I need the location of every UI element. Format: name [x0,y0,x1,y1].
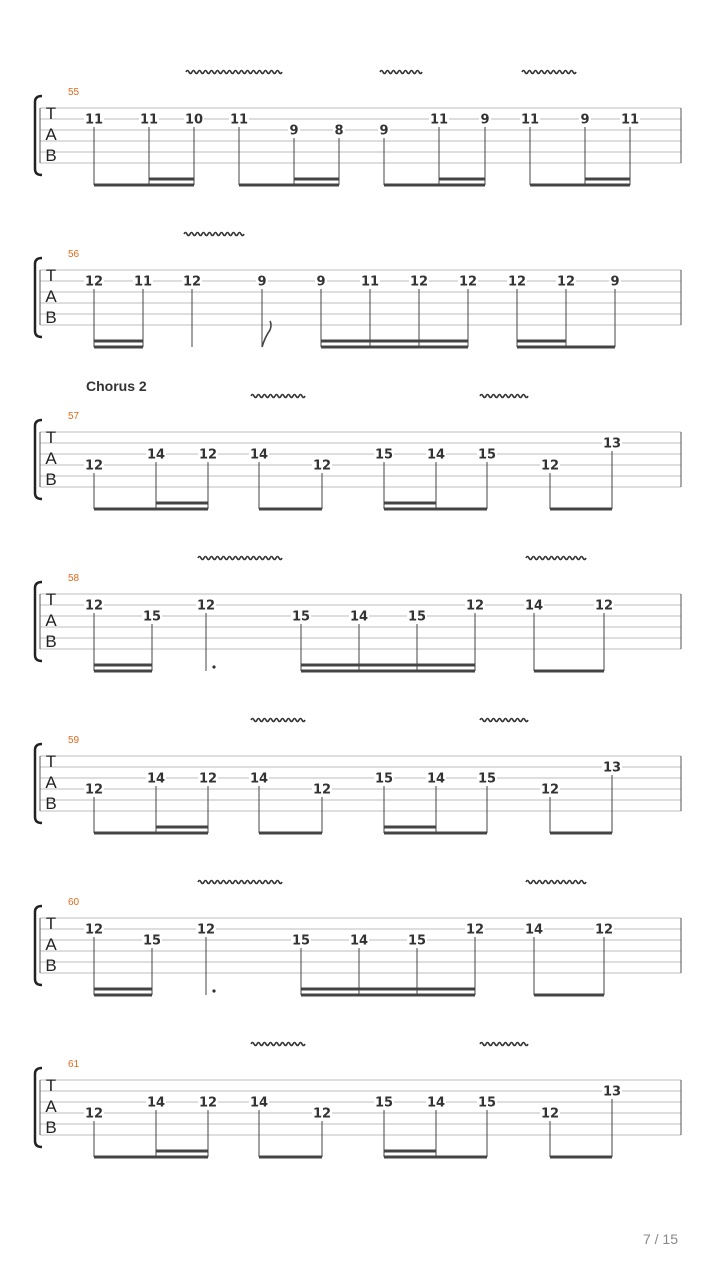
fret-number: 15 [374,447,394,463]
vibrato-mark [186,71,282,74]
tab-clef-letter-a: A [45,773,57,792]
measure-number: 57 [68,411,80,422]
tab-clef-letter-b: B [45,146,57,165]
fret-number: 9 [257,274,267,290]
fret-number: 9 [610,274,620,290]
fret-number: 12 [540,1106,560,1122]
fret-number: 12 [465,922,485,938]
fret-number: 8 [334,123,344,139]
vibrato-mark [380,71,422,74]
fret-number: 15 [142,609,162,625]
fret-number: 12 [409,274,429,290]
fret-number: 14 [249,1095,269,1111]
fret-number: 14 [426,1095,446,1111]
fret-number: 12 [182,274,202,290]
tab-clef-letter-a: A [45,1097,57,1116]
measure-number: 59 [68,735,80,746]
fret-number: 12 [540,782,560,798]
tab-clef-letter-t: T [45,428,57,447]
fret-number: 14 [349,609,369,625]
tab-clef-letter-a: A [45,611,57,630]
fret-number: 14 [249,771,269,787]
fret-number: 14 [146,771,166,787]
fret-number: 12 [540,458,560,474]
fret-number: 12 [198,447,218,463]
tab-clef-letter-b: B [45,308,57,327]
vibrato-mark [480,1043,528,1046]
fret-number: 14 [524,922,544,938]
fret-number: 12 [312,458,332,474]
fret-number: 12 [198,1095,218,1111]
tab-clef-letter-a: A [45,125,57,144]
tab-clef-letter-t: T [45,104,57,123]
fret-number: 9 [316,274,326,290]
fret-number: 15 [291,609,311,625]
vibrato-mark [526,557,586,560]
fret-number: 12 [84,782,104,798]
fret-number: 12 [84,922,104,938]
fret-number: 11 [229,112,249,128]
fret-number: 12 [594,922,614,938]
fret-number: 14 [349,933,369,949]
fret-number: 12 [84,458,104,474]
fret-number: 15 [477,1095,497,1111]
fret-number: 12 [196,922,216,938]
fret-number: 12 [312,782,332,798]
fret-number: 12 [594,598,614,614]
fret-number: 12 [198,771,218,787]
fret-number: 12 [84,1106,104,1122]
tab-clef-letter-t: T [45,1076,57,1095]
vibrato-mark [522,71,576,74]
tab-clef-letter-b: B [45,470,57,489]
vibrato-mark [480,395,528,398]
tab-system-55 [35,71,681,186]
fret-number: 11 [520,112,540,128]
fret-number: 12 [312,1106,332,1122]
fret-number: 15 [407,609,427,625]
fret-number: 12 [84,274,104,290]
tab-system-57 [35,378,681,509]
tab-clef-letter-a: A [45,287,57,306]
fret-number: 11 [133,274,153,290]
fret-number: 11 [139,112,159,128]
tab-system-56 [35,233,681,348]
fret-number: 11 [84,112,104,128]
fret-number: 11 [360,274,380,290]
fret-number: 12 [196,598,216,614]
tab-clef-letter-a: A [45,935,57,954]
fret-number: 13 [602,1084,622,1100]
tab-system-59 [35,719,681,834]
page-number: 7 / 15 [642,1231,678,1247]
measure-number: 58 [68,573,80,584]
tab-clef-letter-a: A [45,449,57,468]
fret-number: 13 [602,760,622,776]
measure-number: 60 [68,897,80,908]
fret-number: 12 [507,274,527,290]
fret-number: 11 [620,112,640,128]
measure-number: 61 [68,1059,80,1070]
tab-clef-letter-b: B [45,956,57,975]
vibrato-mark [198,881,282,884]
fret-number: 15 [142,933,162,949]
tab-clef-letter-b: B [45,794,57,813]
fret-number: 9 [480,112,490,128]
fret-number: 14 [146,1095,166,1111]
tab-system-58 [35,557,681,672]
fret-number: 13 [602,436,622,452]
fret-number: 9 [289,123,299,139]
rhythm-dot [212,665,215,668]
vibrato-mark [480,719,528,722]
fret-number: 14 [146,447,166,463]
tab-clef-letter-t: T [45,914,57,933]
tab-system-60 [35,881,681,996]
vibrato-mark [251,395,305,398]
fret-number: 15 [477,771,497,787]
fret-number: 15 [407,933,427,949]
tab-clef-letter-b: B [45,1118,57,1137]
measure-number: 56 [68,249,80,260]
fret-number: 10 [184,112,204,128]
fret-number: 15 [291,933,311,949]
fret-number: 12 [465,598,485,614]
fret-number: 15 [477,447,497,463]
vibrato-mark [251,1043,305,1046]
fret-number: 9 [580,112,590,128]
vibrato-mark [184,233,244,236]
fret-number: 12 [84,598,104,614]
fret-number: 14 [426,771,446,787]
fret-number: 15 [374,1095,394,1111]
fret-number: 15 [374,771,394,787]
fret-number: 14 [249,447,269,463]
tab-clef-letter-b: B [45,632,57,651]
rhythm-dot [212,989,215,992]
tab-clef-letter-t: T [45,590,57,609]
tab-clef-letter-t: T [45,752,57,771]
fret-number: 14 [524,598,544,614]
fret-number: 12 [458,274,478,290]
fret-number: 14 [426,447,446,463]
fret-number: 9 [379,123,389,139]
vibrato-mark [198,557,282,560]
tab-system-61 [35,1043,681,1158]
measure-number: 55 [68,87,80,98]
fret-number: 11 [429,112,449,128]
tab-clef-letter-t: T [45,266,57,285]
section-label: Chorus 2 [86,378,147,394]
vibrato-mark [251,719,305,722]
fret-number: 12 [556,274,576,290]
vibrato-mark [526,881,586,884]
